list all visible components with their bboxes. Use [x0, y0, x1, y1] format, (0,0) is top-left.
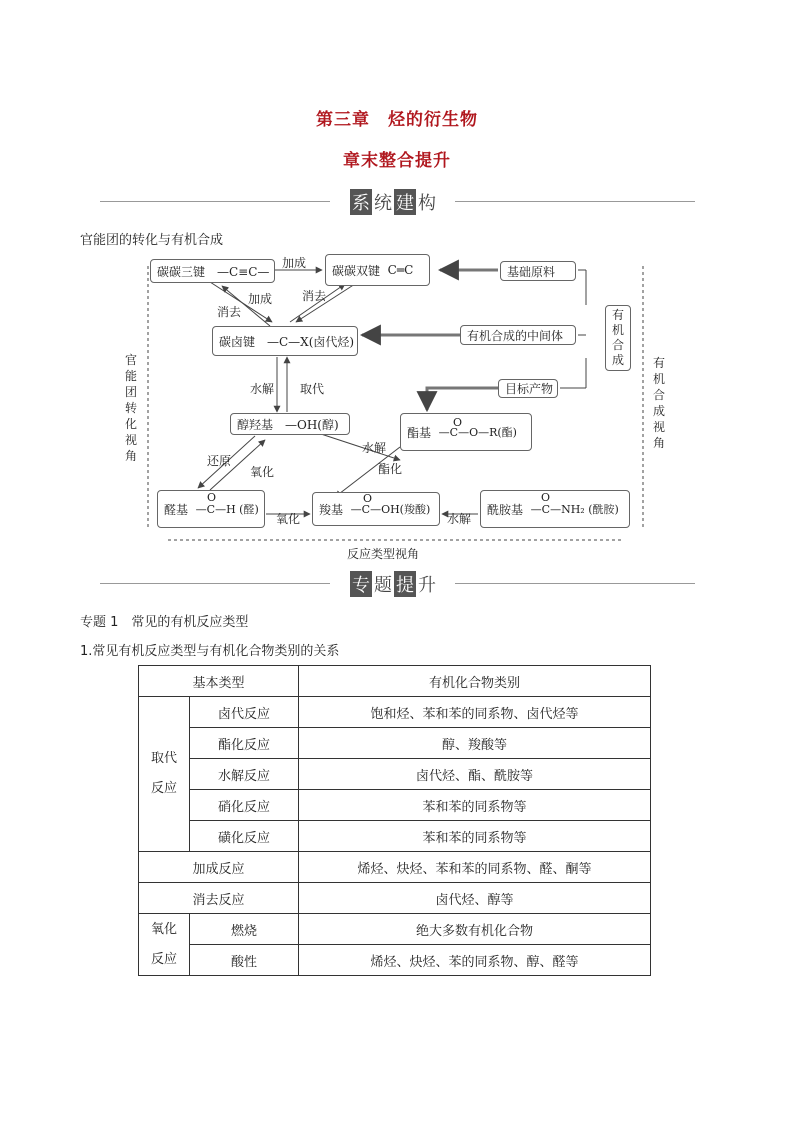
point-heading: 1.常见有机反应类型与有机化合物类别的关系	[80, 644, 340, 659]
banner-system-construction: 系 统 建 构	[350, 189, 436, 215]
table-row	[139, 883, 651, 914]
label-hydrolysis-2: 水解	[362, 441, 387, 455]
banner2-divider-left	[100, 583, 330, 584]
table-header-row	[139, 666, 651, 697]
acid-oxygen-mark: O	[363, 492, 373, 505]
box-double-bond: 碳碳双键 C═C	[325, 254, 430, 286]
group-oxidation-cell: 氧化反应	[139, 914, 190, 976]
box-intermediate: 有机合成的中间体	[460, 325, 576, 345]
label-reduction: 还原	[207, 454, 232, 468]
label-hydrolysis-1: 水解	[250, 382, 275, 396]
box-aldehyde: 醛基 —C—H (醛)	[157, 490, 265, 528]
table-cell-type: 酸性	[190, 945, 299, 976]
ester-oxygen-mark: O	[453, 416, 463, 429]
table-cell-category: 卤代烃、酯、酰胺等	[299, 759, 651, 790]
box-alcohol: 醇羟基 —OH(醇)	[230, 413, 350, 435]
label-esterification: 酯化	[378, 462, 403, 476]
table-cell-category: 绝大多数有机化合物	[299, 914, 651, 945]
box-target-product: 目标产物	[498, 379, 558, 398]
amide-oxygen-mark: O	[541, 491, 551, 504]
chapter-title: 第三章 烃的衍生物	[316, 110, 478, 130]
label-elimination-1: 消去	[217, 305, 242, 319]
table-cell-category: 醇、羧酸等	[299, 728, 651, 759]
box-amide: 酰胺基 —C—NH₂ (酰胺)	[480, 490, 630, 528]
table-cell-type: 燃烧	[190, 914, 299, 945]
label-addition-1: 加成	[282, 256, 307, 270]
table-row	[139, 790, 651, 821]
table-cell-type: 磺化反应	[190, 821, 299, 852]
box-ester: 酯基 —C—O—R(酯)	[400, 413, 532, 451]
table-header-category: 有机化合物类别	[299, 666, 651, 697]
table-cell-category: 苯和苯的同系物等	[299, 790, 651, 821]
table-cell-category: 烯烃、炔烃、苯的同系物、醇、醛等	[299, 945, 651, 976]
label-addition-2: 加成	[248, 292, 273, 306]
label-oxidation-2: 氧化	[276, 512, 301, 526]
table-cell-type: 酯化反应	[190, 728, 299, 759]
box-raw-materials: 基础原料	[500, 261, 576, 281]
table-cell-type: 消去反应	[139, 883, 299, 914]
table-cell-category: 饱和烃、苯和苯的同系物、卤代烃等	[299, 697, 651, 728]
box-triple-bond: 碳碳三键 —C≡C—	[150, 259, 275, 283]
topic-heading: 专题 1 常见的有机反应类型	[80, 615, 249, 630]
table-cell-category: 烯烃、炔烃、苯和苯的同系物、醛、酮等	[299, 852, 651, 883]
table-header-type: 基本类型	[139, 666, 299, 697]
label-hydrolysis-3: 水解	[447, 512, 472, 526]
reaction-type-table	[138, 665, 651, 976]
banner2-divider-right	[455, 583, 695, 584]
table-row	[139, 759, 651, 790]
bottom-label: 反应类型视角	[347, 547, 420, 561]
table-row	[139, 945, 651, 976]
table-cell-type: 硝化反应	[190, 790, 299, 821]
box-organic-synthesis: 有机合成	[605, 305, 631, 371]
group-substitution-cell: 取代反应	[139, 697, 190, 852]
table-cell-type: 水解反应	[190, 759, 299, 790]
table-cell-type: 卤代反应	[190, 697, 299, 728]
aldehyde-oxygen-mark: O	[207, 491, 217, 504]
box-carboxylic-acid: 羧基 —C—OH(羧酸)	[312, 492, 440, 526]
table-row	[139, 728, 651, 759]
label-oxidation-1: 氧化	[250, 465, 275, 479]
table-cell-category: 卤代烃、醇等	[299, 883, 651, 914]
table-row	[139, 821, 651, 852]
right-side-label: 有机合成视角	[652, 356, 665, 450]
label-elimination-2: 消去	[302, 289, 327, 303]
section-subtitle: 章末整合提升	[343, 151, 451, 171]
table-cell-type: 加成反应	[139, 852, 299, 883]
box-halide: 碳卤键 —C—X(卤代烃)	[212, 326, 358, 356]
table-cell-category: 苯和苯的同系物等	[299, 821, 651, 852]
label-substitution: 取代	[300, 382, 325, 396]
left-side-label: 官能团转化视角	[124, 353, 137, 463]
diagram-caption: 官能团的转化与有机合成	[80, 233, 224, 248]
table-row	[139, 852, 651, 883]
table-row	[139, 914, 651, 945]
table-row	[139, 697, 651, 728]
banner-topic-improvement: 专 题 提 升	[350, 571, 436, 597]
